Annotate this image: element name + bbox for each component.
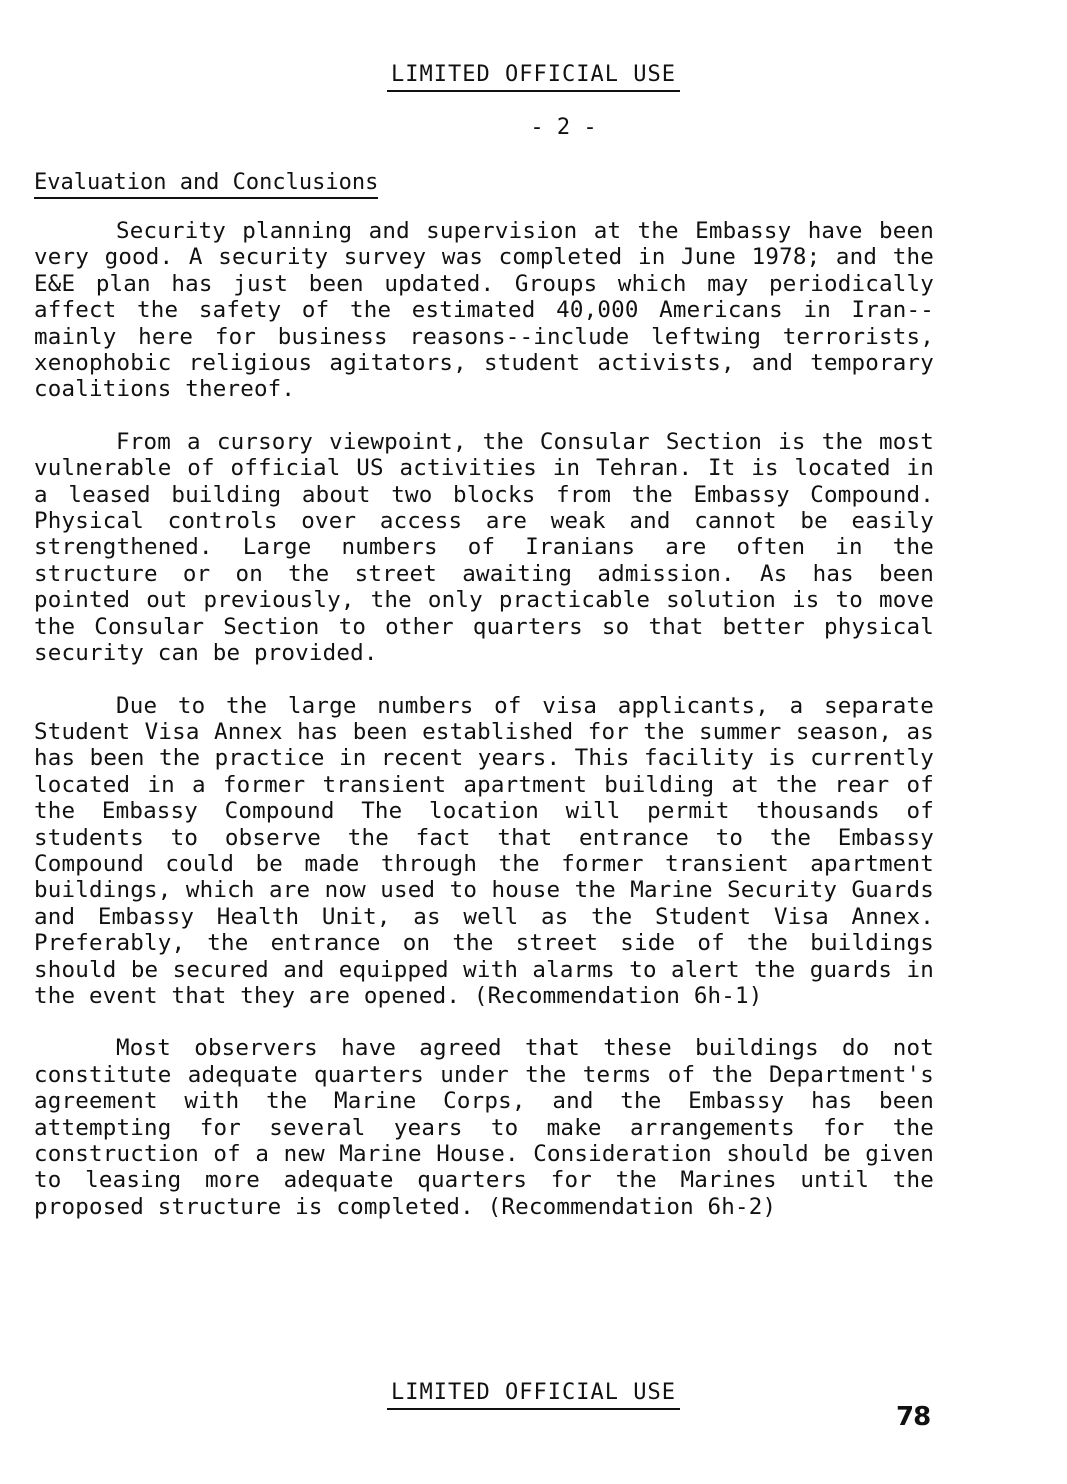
body-text bbox=[34, 218, 934, 1246]
stamped-page-number: 78 bbox=[896, 1402, 931, 1432]
page-number: - 2 - bbox=[530, 115, 597, 140]
paragraph-student-visa-annex: Due to the large numbers of visa applicants, a separate Student Visa Annex has been established for the summer season, as has been the practice in recent years. This facility is currently located in a former transient apartment building at the rear of the Embassy Compound The location will permit thousands of students to observe the fact that entrance to the Embassy Compound could be made through the former transient apartment buildings, which are now used to house the Marine Security Guards and Embassy Health Unit, as well as the Student Visa Annex. Preferably, the entrance on the street side of the buildings should be secured and equipped with alarms to alert the guards in the event that they are opened. (Recommendation 6h-1) bbox=[34, 692, 934, 1009]
classification-marking-top: LIMITED OFFICIAL USE bbox=[0, 62, 1067, 92]
paragraph-consular-section: From a cursory viewpoint, the Consular Section is the most vulnerable of official US activities in Tehran. It is located in a leased building about two blocks from the Embassy Compound. Physical controls over access are weak and cannot be easily strengthened. Large numbers of Iranians are often in the structure or on the street awaiting admission. As has been pointed out previously, the only practicable solution is to move the Consular Section to other quarters so that better physical security can be provided. bbox=[34, 428, 934, 667]
section-heading: Evaluation and Conclusions bbox=[34, 170, 378, 199]
paragraph-marine-quarters: Most observers have agreed that these buildings do not constitute adequate quarters under the terms of the Department's agreement with the Marine Corps, and the Embassy has been attempting for several years to make arrangements for the construction of a new Marine House. Consideration should be given to leasing more adequate quarters for the Marines until the proposed structure is completed. (Recommendation 6h-2) bbox=[34, 1035, 934, 1220]
classification-marking-bottom: LIMITED OFFICIAL USE bbox=[0, 1380, 1067, 1410]
paragraph-security-planning: Security planning and supervision at the Embassy have been very good. A security survey was completed in June 1978; and the E&E plan has just been updated. Groups which may periodically affect the safety of the estimated 40,000 Americans in Iran--mainly here for business reasons--include leftwing terrorists, xenophobic religious agitators, student activists, and temporary coalitions thereof. bbox=[34, 218, 934, 403]
